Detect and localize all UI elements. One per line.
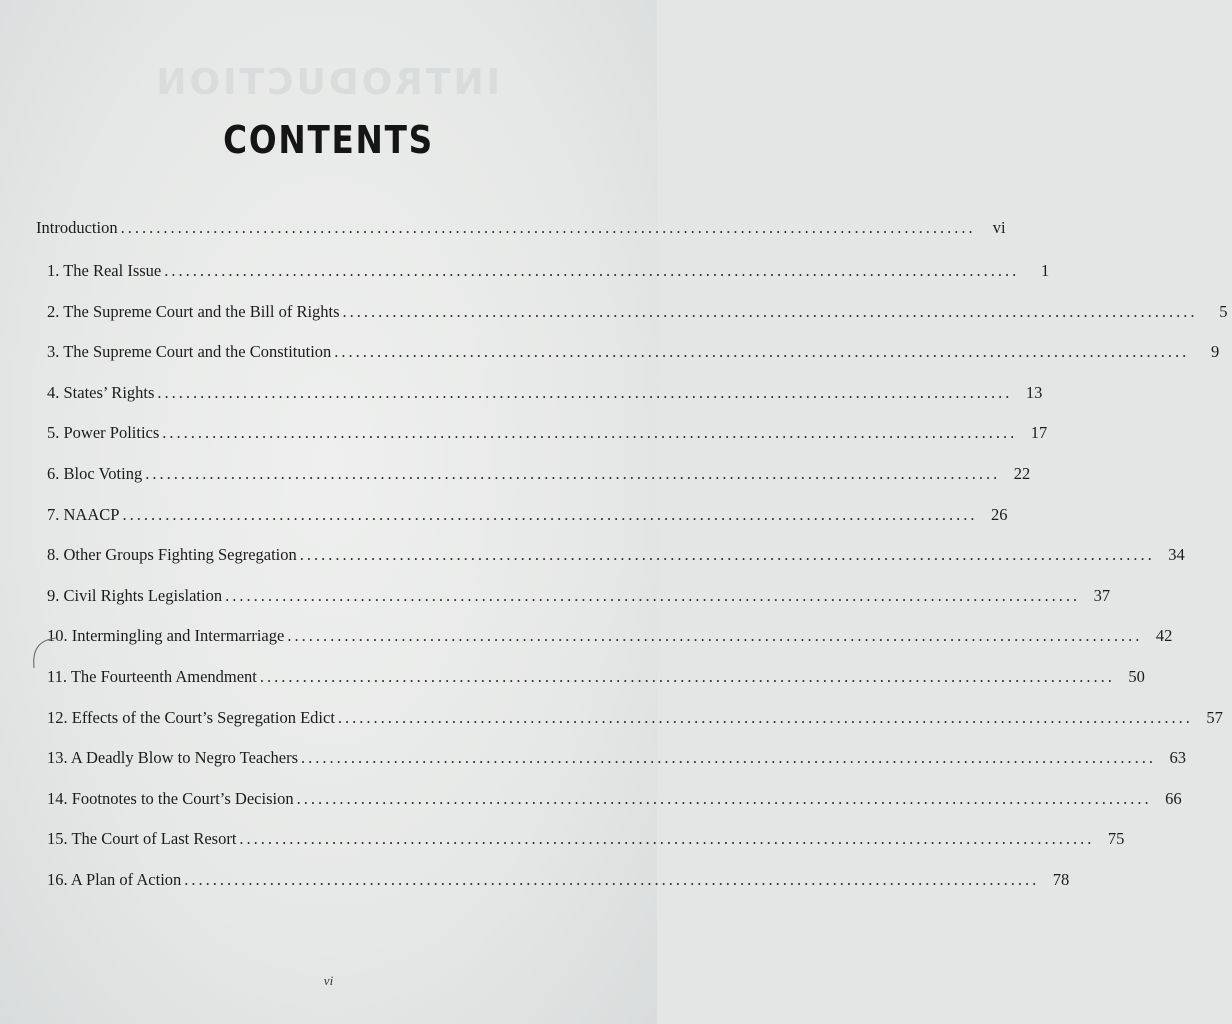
dot-leader: ........................................................................................................................ <box>145 463 1001 483</box>
toc-entry <box>36 869 1070 911</box>
toc-entry <box>36 545 1185 586</box>
toc-entry <box>36 829 1125 870</box>
toc-entry-page: 22 <box>1013 463 1031 483</box>
toc-entry-label: 14. Footnotes to the Court’s Decision <box>47 788 294 808</box>
toc-entry <box>36 748 1187 789</box>
toc-entry <box>36 342 1220 383</box>
toc-entry-label: 12. Effects of the Court’s Segregation Edict <box>47 707 335 727</box>
dot-leader: ........................................................................................................................ <box>122 504 978 524</box>
toc-entry-label: 7. NAACP <box>47 504 120 524</box>
toc-entry-label: 2. The Supreme Court and the Bill of Rights <box>47 301 340 321</box>
dot-leader: ........................................................................................................................ <box>184 869 1040 889</box>
toc-entry-page: 63 <box>1169 748 1187 768</box>
toc-entry-label: 3. The Supreme Court and the Constitution <box>47 342 332 362</box>
toc-entry-page: 66 <box>1165 788 1182 808</box>
dot-leader: ........................................................................................................................ <box>164 261 1020 280</box>
toc-entry-label: 4. States’ Rights <box>47 382 155 402</box>
toc-entry-page: 78 <box>1052 869 1070 889</box>
toc-entry-page: 75 <box>1107 829 1125 849</box>
toc-entry-page: 5 <box>1219 301 1228 321</box>
toc-entry-label: 10. Intermingling and Intermarriage <box>47 626 285 646</box>
toc-entry-label: 6. Bloc Voting <box>47 463 143 483</box>
page-title: CONTENTS <box>223 118 434 162</box>
toc-entry <box>36 382 1043 424</box>
toc-entry-label: 15. The Court of Last Resort <box>47 829 237 849</box>
toc-entry-label: Introduction <box>36 218 118 237</box>
toc-entry-page: 37 <box>1093 585 1111 605</box>
toc-entry-page: 26 <box>990 504 1008 524</box>
toc-entry-page: 42 <box>1155 626 1173 646</box>
toc-entry <box>36 504 1008 546</box>
toc-entry-label: 1. The Real Issue <box>47 261 162 280</box>
toc-entry-page: 57 <box>1206 707 1223 727</box>
toc-entry-label: 16. A Plan of Action <box>47 869 182 889</box>
dot-leader: ........................................................................................................................ <box>299 545 1155 565</box>
toc-entry-label: 11. The Fourteenth Amendment <box>47 666 257 686</box>
dot-leader: ........................................................................................................................ <box>296 788 1152 808</box>
toc-entry <box>36 585 1111 627</box>
toc-entry <box>36 626 1173 667</box>
toc-entry-label: 8. Other Groups Fighting Segregation <box>47 545 297 565</box>
toc-entry <box>36 423 1048 464</box>
toc-entry-introduction <box>36 218 1006 261</box>
table-of-contents <box>36 218 1228 911</box>
toc-entry-page: 1 <box>1041 261 1050 280</box>
show-through-heading: INTRODUCTION <box>153 62 500 103</box>
chapter-list <box>36 261 1228 911</box>
dot-leader: ........................................................................................................................ <box>259 666 1115 686</box>
toc-entry-label: 13. A Deadly Blow to Negro Teachers <box>47 748 299 768</box>
dot-leader: ........................................................................................................................ <box>287 626 1143 646</box>
toc-entry <box>36 261 1050 302</box>
dot-leader: ........................................................................................................................ <box>334 342 1190 362</box>
toc-entry-label: 9. Civil Rights Legislation <box>47 585 223 605</box>
toc-entry-page: 17 <box>1030 423 1048 443</box>
toc-entry-page: 50 <box>1128 666 1145 686</box>
toc-entry <box>36 788 1182 830</box>
dot-leader: ........................................................................................................................ <box>337 707 1193 727</box>
toc-entry-label: 5. Power Politics <box>47 423 160 443</box>
pencil-mark <box>26 636 66 670</box>
toc-entry <box>36 301 1228 343</box>
dot-leader: ........................................................................................................................ <box>225 585 1081 605</box>
toc-entry <box>36 666 1145 708</box>
dot-leader: ........................................................................................................................ <box>120 218 976 237</box>
toc-entry-page: 34 <box>1168 545 1185 565</box>
dot-leader: ........................................................................................................................ <box>162 423 1018 443</box>
dot-leader: ........................................................................................................................ <box>157 382 1013 402</box>
toc-entry-page: 13 <box>1025 382 1043 402</box>
page-number: vi <box>323 973 334 988</box>
toc-entry-page: vi <box>992 218 1006 237</box>
dot-leader: ........................................................................................................................ <box>239 829 1095 849</box>
dot-leader: ........................................................................................................................ <box>301 748 1157 768</box>
toc-entry-page: 9 <box>1211 342 1220 362</box>
toc-entry <box>36 463 1031 505</box>
toc-entry <box>36 707 1223 749</box>
dot-leader: ........................................................................................................................ <box>342 301 1198 321</box>
